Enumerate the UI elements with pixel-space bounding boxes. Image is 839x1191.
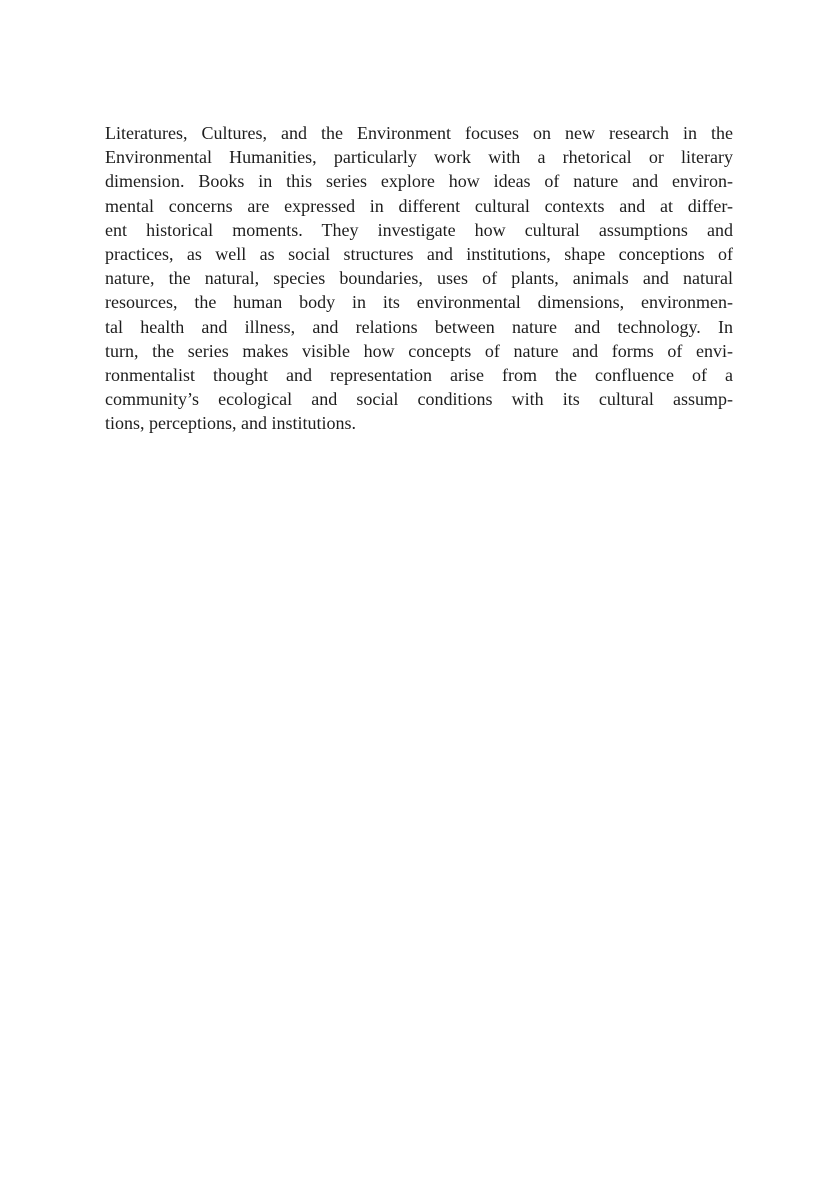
text-line: Environmental Humanities, particularly work with a rhetorical or literary: [105, 147, 733, 168]
text-line: practices, as well as social structures and institutions, shape conceptions of: [105, 244, 733, 265]
text-line: community’s ecological and social conditions with its cultural assump-: [105, 389, 733, 410]
text-line: ent historical moments. They investigate how cultural assumptions and: [105, 219, 733, 240]
text-line: ronmentalist thought and representation arise from the confluence of a: [105, 365, 733, 386]
text-line: resources, the human body in its environmental dimensions, environmen-: [105, 292, 733, 313]
text-line: dimension. Books in this series explore how ideas of nature and environ-: [105, 171, 733, 192]
text-line: mental concerns are expressed in different cultural contexts and at differ-: [105, 195, 733, 216]
text-line: Literatures, Cultures, and the Environment focuses on new research in the: [105, 123, 733, 143]
series-description-paragraph: [105, 121, 733, 436]
text-line-last: tions, perceptions, and institutions.: [105, 413, 356, 434]
text-line: tal health and illness, and relations between nature and technology. In: [105, 316, 733, 337]
text-line: turn, the series makes visible how concepts of nature and forms of envi-: [105, 340, 733, 361]
text-line: nature, the natural, species boundaries, uses of plants, animals and natural: [105, 268, 733, 289]
